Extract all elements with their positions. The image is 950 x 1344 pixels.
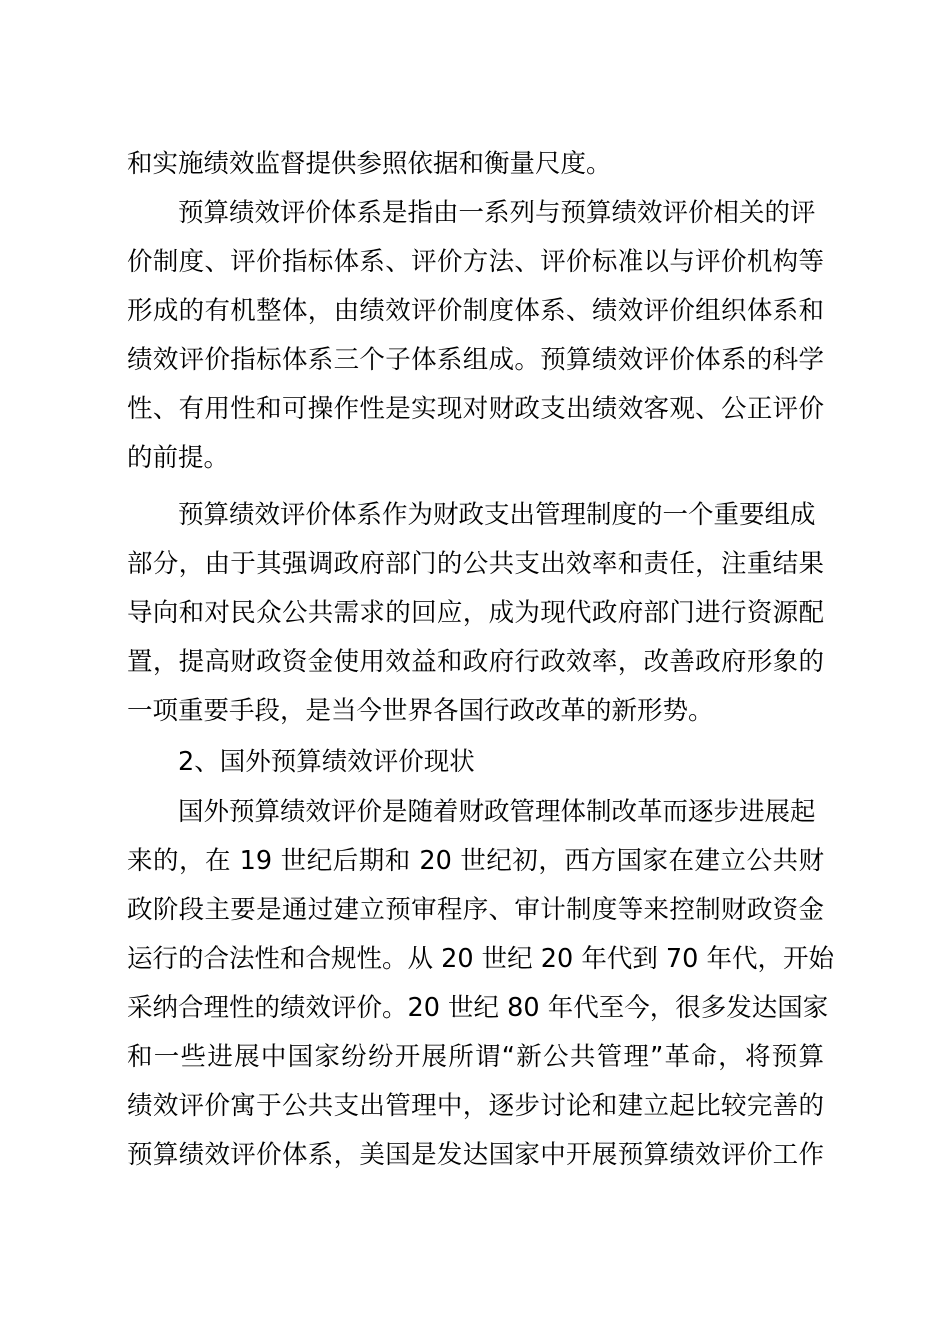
paragraph-line: 价制度、评价指标体系、评价方法、评价标准以与评价机构等 xyxy=(127,247,824,277)
paragraph-line: 运行的合法性和合规性。从 20 世纪 20 年代到 70 年代，开始 xyxy=(127,944,834,974)
paragraph-line: 的前提。 xyxy=(127,443,230,473)
paragraph-line: 形成的有机整体，由绩效评价制度体系、绩效评价组织体系和 xyxy=(127,296,824,326)
paragraph-first-line: 预算绩效评价体系是指由一系列与预算绩效评价相关的评 xyxy=(178,198,816,228)
paragraph-line: 置，提高财政资金使用效益和政府行政效率，改善政府形象的 xyxy=(127,647,824,677)
paragraph-line: 和实施绩效监督提供参照依据和衡量尺度。 xyxy=(127,149,612,179)
paragraph-line: 绩效评价指标体系三个子体系组成。预算绩效评价体系的科学 xyxy=(127,345,824,375)
paragraph-line: 导向和对民众公共需求的回应，成为现代政府部门进行资源配 xyxy=(127,598,824,628)
paragraph-line: 一项重要手段，是当今世界各国行政改革的新形势。 xyxy=(127,696,714,726)
paragraph-first-line: 预算绩效评价体系作为财政支出管理制度的一个重要组成 xyxy=(178,500,816,530)
paragraph-line: 性、有用性和可操作性是实现对财政支出绩效客观、公正评价 xyxy=(127,394,824,424)
section-heading: 2、国外预算绩效评价现状 xyxy=(178,747,475,777)
paragraph-line: 预算绩效评价体系，美国是发达国家中开展预算绩效评价工作 xyxy=(127,1140,824,1170)
paragraph-first-line: 国外预算绩效评价是随着财政管理体制改革而逐步进展起 xyxy=(178,797,816,827)
paragraph-line: 和一些进展中国家纷纷开展所谓“新公共管理”革命，将预算 xyxy=(127,1042,824,1072)
paragraph-line: 采纳合理性的绩效评价。20 世纪 80 年代至今，很多发达国家 xyxy=(127,993,829,1023)
paragraph-line: 绩效评价寓于公共支出管理中，逐步讨论和建立起比较完善的 xyxy=(127,1091,824,1121)
paragraph-line: 政阶段主要是通过建立预审程序、审计制度等来控制财政资金 xyxy=(127,895,824,925)
paragraph-line: 部分，由于其强调政府部门的公共支出效率和责任，注重结果 xyxy=(127,549,824,579)
paragraph-line: 来的，在 19 世纪后期和 20 世纪初，西方国家在建立公共财 xyxy=(127,846,824,876)
